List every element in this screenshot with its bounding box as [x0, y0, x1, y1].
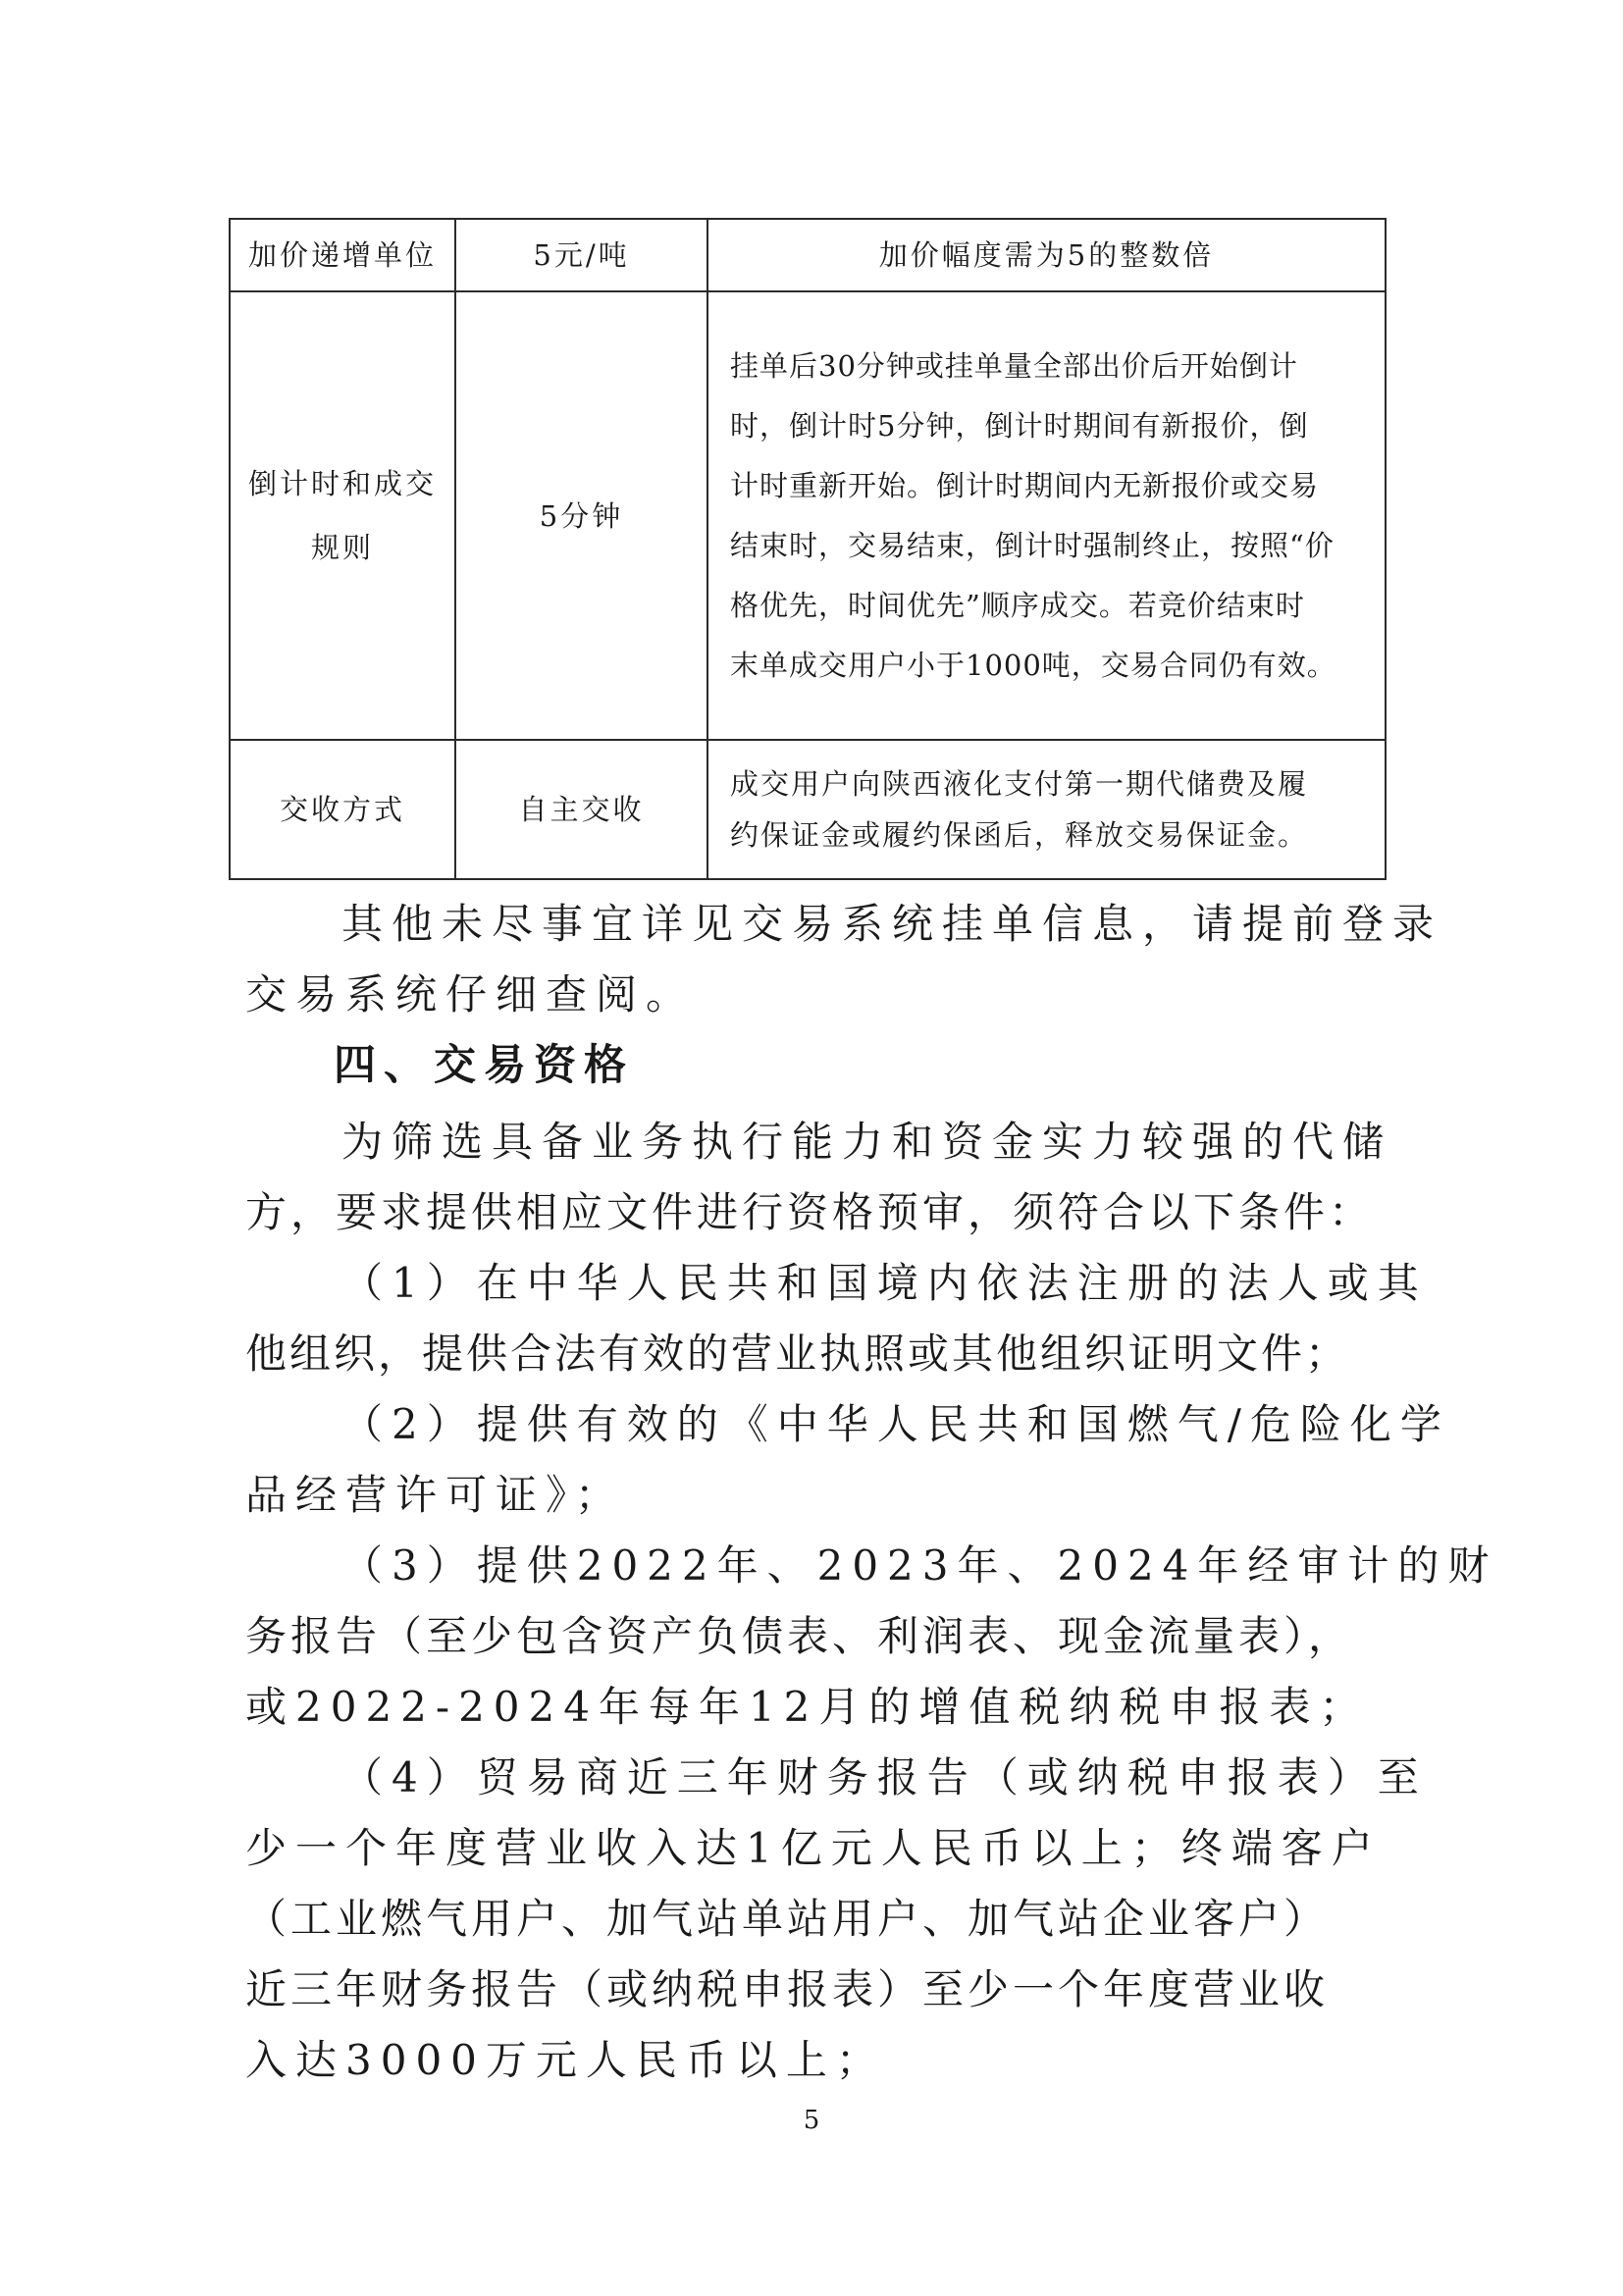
row-label-line: 倒计时和成交	[247, 466, 437, 500]
intro-paragraph	[245, 1107, 1391, 1248]
row-description: 加价幅度需为5的整数倍	[707, 219, 1386, 291]
row-value: 自主交收	[455, 740, 707, 879]
text-line: 务报告（至少包含资产负债表、利润表、现金流量表），	[245, 1612, 1354, 1660]
text-line: 为筛选具备业务执行能力和资金实力较强的代储	[341, 1118, 1393, 1166]
text-line: 少一个年度营业收入达1亿元人民币以上；终端客户	[245, 1824, 1382, 1872]
section-title: 四、交易资格	[334, 1041, 634, 1090]
table-row	[230, 219, 1386, 291]
text-line: 交易系统仔细查阅。	[245, 970, 697, 1018]
row-label: 加价递增单位	[230, 219, 455, 291]
row-value: 5分钟	[455, 291, 707, 740]
page-number: 5	[803, 2106, 820, 2135]
description-line: 时，倒计时5分钟，倒计时期间有新报价，倒	[730, 408, 1309, 443]
item-2-paragraph	[245, 1389, 1450, 1531]
description-line: 格优先，时间优先”顺序成交。若竞价结束时	[730, 588, 1305, 622]
text-line: 入达3000万元人民币以上；	[245, 2036, 886, 2084]
description-line: 约保证金或履约保函后，释放交易保证金。	[730, 818, 1309, 852]
text-line: 其他未尽事宜详见交易系统挂单信息，请提前登录	[341, 900, 1443, 948]
table-row	[230, 291, 1386, 740]
item-4-paragraph	[245, 1743, 1428, 2096]
item-3-paragraph	[245, 1531, 1498, 1743]
trading-rules-table	[229, 218, 1387, 880]
text-line: （4）贸易商近三年财务报告（或纳税申报表）至	[341, 1753, 1428, 1801]
row-label	[230, 291, 455, 740]
description-line: 结束时，交易结束，倒计时强制终止，按照“价	[730, 528, 1335, 562]
row-description	[707, 740, 1386, 879]
item-1-paragraph	[245, 1248, 1428, 1389]
description-line: 计时重新开始。倒计时期间内无新报价或交易	[730, 468, 1320, 502]
row-value: 5元/吨	[455, 219, 707, 291]
text-line: （工业燃气用户、加气站单站用户、加气站企业客户）	[245, 1895, 1330, 1943]
description-line: 挂单后30分钟或挂单量全部出价后开始倒计	[730, 348, 1298, 383]
text-line: （2）提供有效的《中华人民共和国燃气/危险化学	[341, 1400, 1450, 1448]
description-line: 末单成交用户小于1000吨，交易合同仍有效。	[730, 648, 1336, 682]
table-row	[230, 740, 1386, 879]
row-label: 交收方式	[230, 740, 455, 879]
text-line: （1）在中华人民共和国境内依法注册的法人或其	[341, 1259, 1428, 1307]
text-line: 他组织，提供合法有效的营业执照或其他组织证明文件；	[245, 1330, 1350, 1378]
description-line: 成交用户向陕西液化支付第一期代储费及履	[730, 767, 1309, 801]
note-paragraph	[245, 889, 1443, 1030]
row-label-line: 规则	[310, 530, 374, 564]
text-line: 方，要求提供相应文件进行资格预审，须符合以下条件：	[245, 1188, 1375, 1236]
row-description	[707, 291, 1386, 740]
text-line: 近三年财务报告（或纳税申报表）至少一个年度营业收	[245, 1965, 1330, 2013]
text-line: 品经营许可证》；	[245, 1471, 626, 1519]
text-line: 或2022-2024年每年12月的增值税纳税申报表；	[245, 1683, 1370, 1731]
text-line: （3）提供2022年、2023年、2024年经审计的财	[341, 1541, 1498, 1590]
